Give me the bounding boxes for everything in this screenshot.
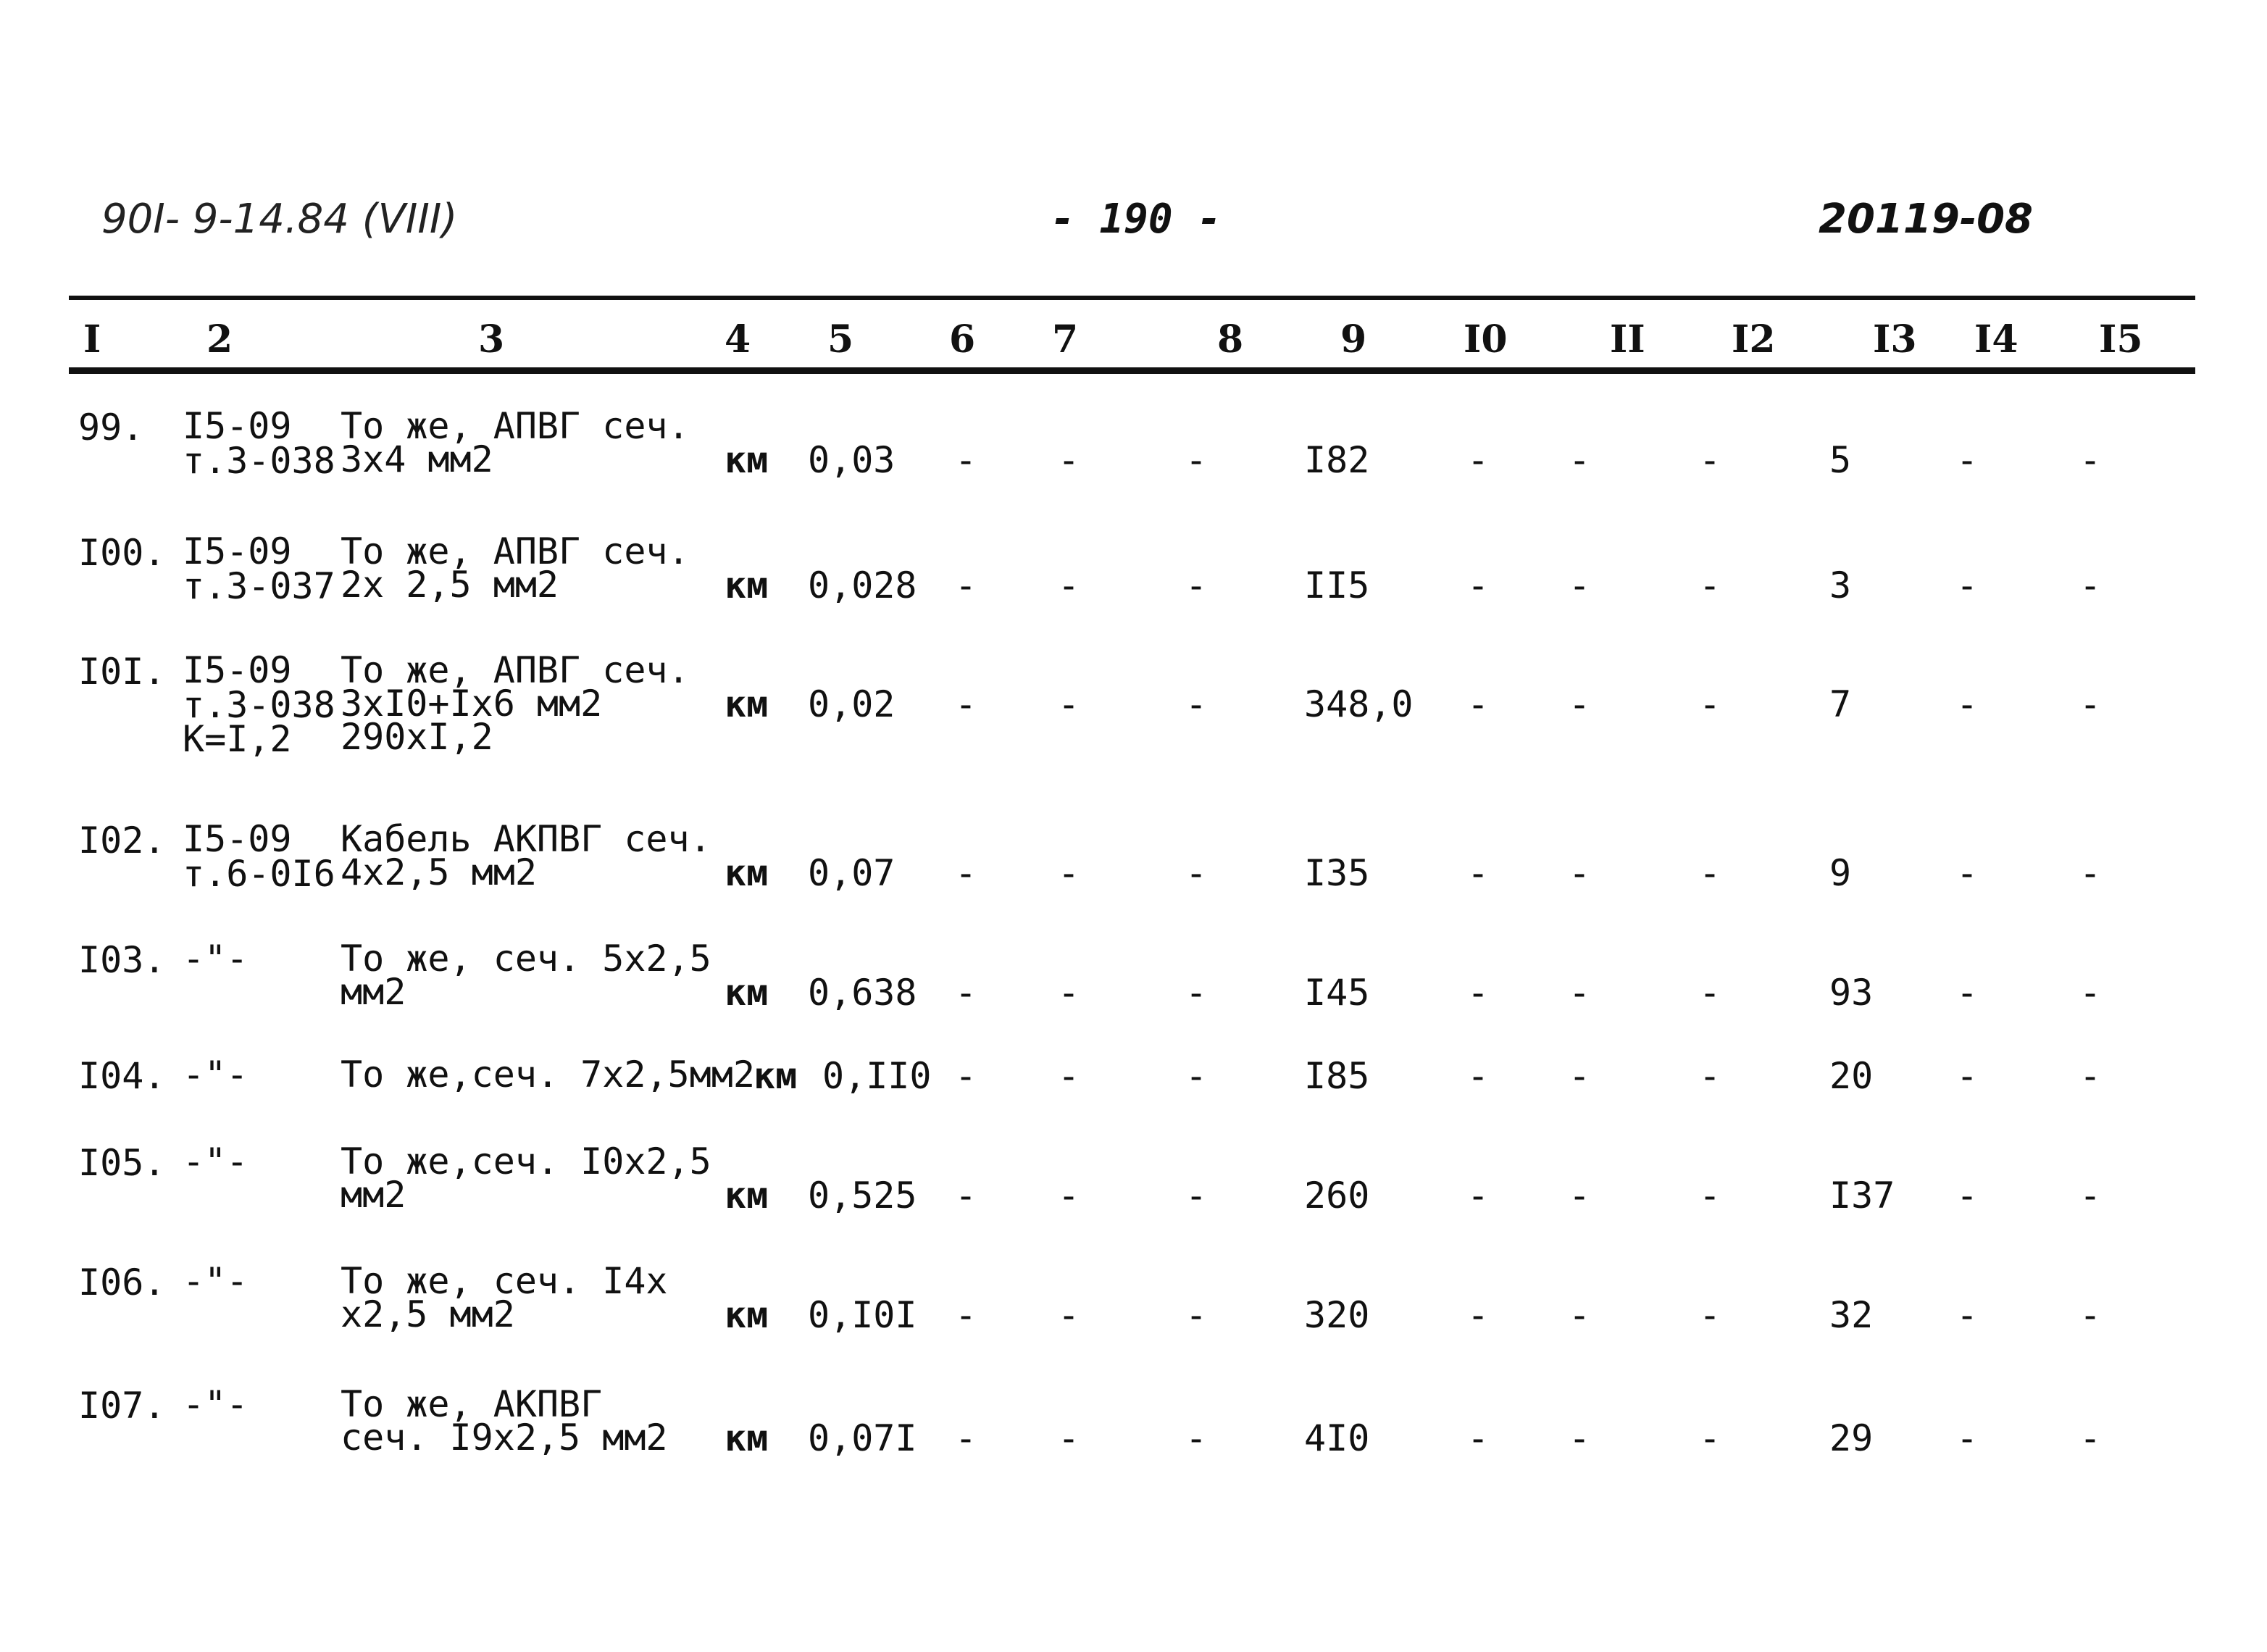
column-header: II [1610, 317, 1645, 362]
col-14-value: - [1956, 1294, 1979, 1336]
quantity: 0,638 [808, 972, 917, 1014]
col-13-value: 9 [1829, 852, 1852, 894]
price-code: I5-09 т.3-038 [183, 405, 335, 482]
col-6-value: - [955, 972, 977, 1014]
col-10-value: - [1467, 852, 1490, 894]
item-description: Кабель АКПВГ сеч. 4х2,5 мм2 [341, 818, 711, 893]
quantity: 0,02 [808, 683, 895, 725]
col-6-value: - [955, 1417, 977, 1459]
col-15-value: - [2079, 564, 2102, 606]
col-8-value: - [1185, 564, 1208, 606]
col-7-value: - [1058, 1055, 1080, 1097]
col-15-value: - [2079, 852, 2102, 894]
table-row [0, 649, 2267, 798]
column-header: I0 [1464, 317, 1508, 362]
col-15-value: - [2079, 1417, 2102, 1459]
col-8-value: - [1185, 852, 1208, 894]
col-13-value: 32 [1829, 1294, 1874, 1336]
col-14-value: - [1956, 1055, 1979, 1097]
column-header: I [83, 317, 101, 362]
col-9-value: I45 [1304, 972, 1370, 1014]
item-description: То же,сеч. I0х2,5 мм2 [341, 1140, 711, 1216]
col-12-value: - [1699, 972, 1721, 1014]
unit: км [725, 439, 769, 481]
col-11-value: - [1569, 439, 1591, 481]
item-description: То же, АПВГ сеч. 3хI0+Iх6 мм2 290хI,2 [341, 649, 690, 758]
col-14-value: - [1956, 1417, 1979, 1459]
col-6-value: - [955, 564, 977, 606]
col-6-value: - [955, 439, 977, 481]
col-14-value: - [1956, 972, 1979, 1014]
price-code: I5-09 т.6-0I6 [183, 818, 335, 895]
column-header: 3 [478, 317, 505, 362]
col-6-value: - [955, 1175, 977, 1217]
unit: км [725, 1294, 769, 1336]
unit: км [725, 1417, 769, 1459]
col-12-value: - [1699, 1055, 1721, 1097]
quantity: 0,525 [808, 1175, 917, 1217]
item-description: То же, АКПВГ сеч. I9х2,5 мм2 [341, 1383, 668, 1459]
col-10-value: - [1467, 1417, 1490, 1459]
price-code: I5-09 т.3-037 [183, 530, 335, 607]
col-15-value: - [2079, 972, 2102, 1014]
col-15-value: - [2079, 1294, 2102, 1336]
col-12-value: - [1699, 439, 1721, 481]
col-9-value: 348,0 [1304, 683, 1414, 725]
row-number: I02. [78, 819, 166, 862]
column-header: 2 [206, 317, 233, 362]
price-code: -"- [183, 1383, 249, 1425]
col-7-value: - [1058, 564, 1080, 606]
col-11-value: - [1569, 1294, 1591, 1336]
quantity: 0,07 [808, 852, 895, 894]
col-8-value: - [1185, 1175, 1208, 1217]
row-number: I00. [78, 532, 166, 574]
column-header: 5 [827, 317, 854, 362]
col-11-value: - [1569, 1055, 1591, 1097]
col-14-value: - [1956, 1175, 1979, 1217]
column-header: 8 [1217, 317, 1244, 362]
col-12-value: - [1699, 564, 1721, 606]
col-7-value: - [1058, 852, 1080, 894]
column-header: I4 [1974, 317, 2018, 362]
item-description: То же, сеч. I4х х2,5 мм2 [341, 1260, 668, 1335]
col-10-value: - [1467, 439, 1490, 481]
col-13-value: 20 [1829, 1055, 1874, 1097]
col-11-value: - [1569, 852, 1591, 894]
quantity: 0,II0 [822, 1055, 932, 1097]
col-8-value: - [1185, 1417, 1208, 1459]
col-8-value: - [1185, 972, 1208, 1014]
row-number: I0I. [78, 651, 166, 693]
col-6-value: - [955, 683, 977, 725]
col-7-value: - [1058, 1294, 1080, 1336]
row-number: I03. [78, 939, 166, 981]
price-code: I5-09 т.3-038 К=I,2 [183, 649, 335, 760]
row-number: I05. [78, 1142, 166, 1184]
col-8-value: - [1185, 439, 1208, 481]
col-15-value: - [2079, 683, 2102, 725]
item-description: То же, сеч. 5х2,5 мм2 [341, 938, 711, 1013]
col-9-value: II5 [1304, 564, 1370, 606]
col-9-value: 320 [1304, 1294, 1370, 1336]
col-6-value: - [955, 852, 977, 894]
unit: км [725, 564, 769, 606]
col-8-value: - [1185, 1294, 1208, 1336]
col-13-value: 3 [1829, 564, 1852, 606]
column-header: I3 [1873, 317, 1917, 362]
col-12-value: - [1699, 852, 1721, 894]
row-number: 99. [78, 406, 144, 449]
quantity: 0,028 [808, 564, 917, 606]
col-10-value: - [1467, 1055, 1490, 1097]
unit: км [725, 683, 769, 725]
table-header-rule [69, 367, 2195, 374]
col-8-value: - [1185, 1055, 1208, 1097]
column-header: I5 [2099, 317, 2143, 362]
col-10-value: - [1467, 1175, 1490, 1217]
column-header: 4 [725, 317, 751, 362]
col-9-value: I82 [1304, 439, 1370, 481]
col-15-value: - [2079, 1055, 2102, 1097]
quantity: 0,I0I [808, 1294, 917, 1336]
table-top-rule [69, 296, 2195, 300]
col-7-value: - [1058, 439, 1080, 481]
col-13-value: I37 [1829, 1175, 1895, 1217]
col-9-value: 4I0 [1304, 1417, 1370, 1459]
column-header: 7 [1052, 317, 1079, 362]
col-7-value: - [1058, 683, 1080, 725]
archive-number: 20119-08 [1819, 196, 2033, 243]
col-11-value: - [1569, 1175, 1591, 1217]
col-14-value: - [1956, 564, 1979, 606]
col-8-value: - [1185, 683, 1208, 725]
col-15-value: - [2079, 1175, 2102, 1217]
row-number: I04. [78, 1055, 166, 1097]
col-10-value: - [1467, 683, 1490, 725]
col-6-value: - [955, 1294, 977, 1336]
column-header: I2 [1732, 317, 1776, 362]
col-11-value: - [1569, 1417, 1591, 1459]
col-13-value: 7 [1829, 683, 1852, 725]
col-12-value: - [1699, 1417, 1721, 1459]
col-14-value: - [1956, 852, 1979, 894]
col-10-value: - [1467, 972, 1490, 1014]
row-number: I06. [78, 1261, 166, 1303]
unit: км [725, 852, 769, 894]
col-13-value: 93 [1829, 972, 1874, 1014]
col-14-value: - [1956, 683, 1979, 725]
quantity: 0,03 [808, 439, 895, 481]
col-7-value: - [1058, 1175, 1080, 1217]
col-11-value: - [1569, 683, 1591, 725]
col-11-value: - [1569, 564, 1591, 606]
unit: км [753, 1055, 798, 1097]
col-15-value: - [2079, 439, 2102, 481]
col-6-value: - [955, 1055, 977, 1097]
col-13-value: 29 [1829, 1417, 1874, 1459]
price-code: -"- [183, 1054, 249, 1096]
item-description: То же, АПВГ сеч. 2х 2,5 мм2 [341, 530, 690, 606]
col-11-value: - [1569, 972, 1591, 1014]
col-12-value: - [1699, 1175, 1721, 1217]
quantity: 0,07I [808, 1417, 917, 1459]
column-header: 6 [949, 317, 976, 362]
col-7-value: - [1058, 1417, 1080, 1459]
col-9-value: 260 [1304, 1175, 1370, 1217]
column-header: 9 [1340, 317, 1367, 362]
price-code: -"- [183, 938, 249, 980]
row-number: I07. [78, 1385, 166, 1427]
page-number: - 190 - [1051, 196, 1222, 243]
table-row [0, 1383, 2267, 1532]
item-description: То же, АПВГ сеч. 3х4 мм2 [341, 405, 690, 480]
col-12-value: - [1699, 1294, 1721, 1336]
price-code: -"- [183, 1140, 249, 1182]
col-10-value: - [1467, 564, 1490, 606]
price-code: -"- [183, 1260, 249, 1302]
col-10-value: - [1467, 1294, 1490, 1336]
item-description: То же,сеч. 7х2,5мм2 [341, 1054, 755, 1096]
col-9-value: I85 [1304, 1055, 1370, 1097]
document-code: 90I- 9-14.84 (VIII) [101, 196, 458, 243]
col-14-value: - [1956, 439, 1979, 481]
col-12-value: - [1699, 683, 1721, 725]
unit: км [725, 1175, 769, 1217]
col-13-value: 5 [1829, 439, 1852, 481]
col-9-value: I35 [1304, 852, 1370, 894]
col-7-value: - [1058, 972, 1080, 1014]
unit: км [725, 972, 769, 1014]
